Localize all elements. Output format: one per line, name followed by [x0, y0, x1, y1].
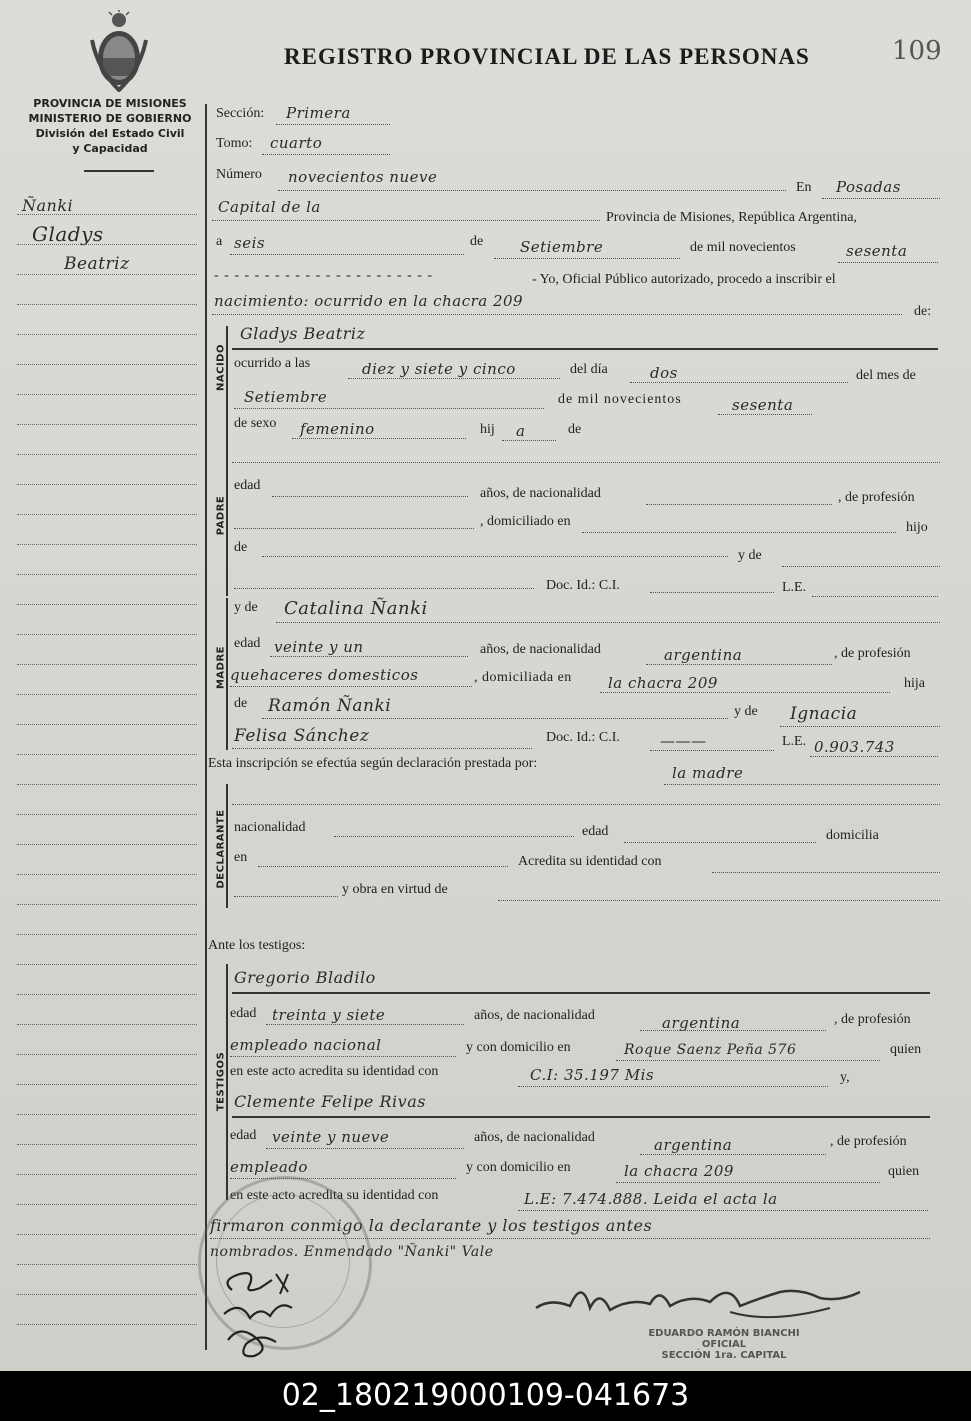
- margin-line: [17, 754, 197, 755]
- madre-nacionalidad: argentina: [664, 646, 743, 664]
- testigo2-quien-label: quien: [888, 1164, 920, 1179]
- document-title: REGISTRO PROVINCIAL DE LAS PERSONAS: [284, 44, 810, 69]
- testigo2-edad-label: edad: [230, 1128, 257, 1143]
- margin-line: [17, 844, 197, 845]
- testigo2-anos-label: años, de nacionalidad: [474, 1130, 595, 1145]
- testigo2-domicilio: la chacra 209: [624, 1162, 734, 1180]
- testigo1-edad-label: edad: [230, 1006, 257, 1021]
- madre-ci: ———: [660, 732, 707, 750]
- ocurrido-label: ocurrido a las: [234, 356, 311, 371]
- mes-value: Setiembre: [520, 238, 604, 256]
- margin-line: [17, 1054, 197, 1055]
- margin-line: [17, 214, 197, 215]
- madre-domicilio: la chacra 209: [608, 674, 718, 692]
- official-name: EDUARDO RAMÓN BIANCHI: [648, 1328, 800, 1339]
- testigo2-profesion: empleado: [230, 1158, 308, 1176]
- a-label: a: [216, 234, 223, 249]
- nacido-mes: Setiembre: [244, 388, 328, 406]
- official-section: SECCIÓN 1ra. CAPITAL: [661, 1350, 787, 1361]
- sexo-value: femenino: [300, 420, 375, 438]
- ministry-underline: [84, 170, 154, 172]
- testigo1-nombre: Gregorio Bladilo: [234, 968, 376, 987]
- margin-line: [17, 334, 197, 335]
- ministry-line-1: PROVINCIA DE MISIONES: [33, 97, 187, 110]
- declarante-en-label: en: [234, 850, 248, 865]
- margin-line: [17, 994, 197, 995]
- margin-line: [17, 1294, 197, 1295]
- margin-line: [17, 1144, 197, 1145]
- testigo1-domicilio: Roque Saenz Peña 576: [624, 1042, 797, 1058]
- del-dia-label: del día: [570, 362, 608, 377]
- testigo1-profesion-label: , de profesión: [834, 1012, 911, 1027]
- testigo1-domicilio-label: y con domicilio en: [466, 1040, 571, 1055]
- anio-value: sesenta: [846, 242, 908, 260]
- margin-line: [17, 544, 197, 545]
- testigo2-profesion-label: , de profesión: [830, 1134, 907, 1149]
- madre-domiciliada-label: , domiciliada en: [474, 670, 572, 685]
- de2-label: de:: [914, 304, 932, 319]
- margin-line: [17, 724, 197, 725]
- margin-first-name: Gladys: [32, 222, 104, 246]
- madre-yde2-label: y de: [734, 704, 758, 719]
- margin-line: [17, 1204, 197, 1205]
- ministry-line-3: División del Estado Civil: [35, 127, 185, 140]
- sexo-label: de sexo: [234, 416, 277, 431]
- madre-padre-nombre: Ramón Ñanki: [268, 696, 392, 716]
- nacido-anio: sesenta: [732, 396, 794, 414]
- madre-madre-nombre2: Felisa Sánchez: [234, 726, 370, 746]
- testigo1-anos-label: años, de nacionalidad: [474, 1008, 595, 1023]
- ministry-line-4: y Capacidad: [72, 142, 148, 155]
- coat-of-arms-icon: [88, 10, 150, 92]
- nacido-de-label: de: [568, 422, 582, 437]
- margin-line: [17, 634, 197, 635]
- testigo1-quien-label: quien: [890, 1042, 922, 1057]
- margin-line: [17, 964, 197, 965]
- nacido-nombre: Gladys Beatriz: [240, 324, 366, 343]
- testigo1-nacionalidad: argentina: [662, 1014, 741, 1032]
- margin-line: [17, 874, 197, 875]
- yo-dashes: - - - - - - - - - - - - - - - - - - - - - -: [214, 268, 434, 283]
- margin-line: [17, 1324, 197, 1325]
- en-value: Posadas: [836, 178, 901, 196]
- madre-nombre: Catalina Ñanki: [284, 598, 428, 619]
- padre-doc-label: Doc. Id.: C.I.: [546, 578, 620, 593]
- padre-profesion-label: , de profesión: [838, 490, 915, 505]
- testigo2-nombre-line: [232, 1116, 930, 1118]
- capital-value: Capital de la: [218, 198, 321, 216]
- madre-section-label: MADRE: [215, 645, 227, 690]
- declarante-section-label: DECLARANTE: [215, 809, 227, 889]
- margin-line: [17, 1114, 197, 1115]
- de-label: de: [470, 234, 484, 249]
- madre-profesion: quehaceres domesticos: [230, 666, 419, 684]
- nacido-nombre-line: [232, 348, 938, 350]
- testigo2-nombre: Clemente Felipe Rivas: [234, 1092, 426, 1111]
- margin-line: [17, 274, 197, 275]
- declaracion-label: Esta inscripción se efectúa según declaración prestada por:: [208, 756, 538, 771]
- cierre-linea-2: nombrados. Enmendado "Ñanki" Vale: [210, 1244, 494, 1260]
- margin-line: [17, 244, 197, 245]
- nacido-section-label: NACIDO: [215, 344, 227, 391]
- madre-anos-label: años, de nacionalidad: [480, 642, 601, 657]
- mil-label: de mil novecientos: [690, 240, 796, 255]
- official-name-stamp: [634, 1328, 814, 1361]
- margin-line: [17, 904, 197, 905]
- hij-label: hij: [480, 422, 495, 437]
- tomo-label: Tomo:: [216, 136, 253, 151]
- nacido-mil-label: de mil novecientos: [558, 392, 682, 407]
- margin-line: [17, 1174, 197, 1175]
- testigo1-documento: C.I: 35.197 Mis: [530, 1066, 655, 1084]
- padre-hijo-label: hijo: [906, 520, 928, 535]
- padre-edad-label: edad: [234, 478, 261, 493]
- margin-line: [17, 484, 197, 485]
- madre-madre-nombre: Ignacia: [790, 704, 858, 724]
- ministry-line-2: MINISTERIO DE GOBIERNO: [28, 112, 192, 125]
- madre-hija-label: hija: [904, 676, 925, 691]
- margin-line: [17, 1084, 197, 1085]
- cierre-linea-1: firmaron conmigo la declarante y los testigos antes: [210, 1216, 653, 1235]
- margin-line: [17, 304, 197, 305]
- testigo1-acredita-label: en este acto acredita su identidad con: [230, 1064, 439, 1079]
- dia-value: dos: [650, 364, 678, 382]
- margin-line: [17, 1024, 197, 1025]
- padre-de-label: de: [234, 540, 248, 555]
- margin-line: [17, 424, 197, 425]
- signatures-left: [210, 1260, 350, 1370]
- padre-le-label: L.E.: [782, 580, 807, 595]
- margin-surname: Ñanki: [22, 196, 74, 215]
- margin-line: [17, 694, 197, 695]
- numero-label: Número: [216, 167, 262, 182]
- testigos-ante-label: Ante los testigos:: [208, 938, 306, 953]
- testigo1-y-label: y,: [840, 1070, 850, 1085]
- official-title: OFICIAL: [701, 1339, 747, 1350]
- madre-doc-label: Doc. Id.: C.I.: [546, 730, 620, 745]
- testigo2-nacionalidad: argentina: [654, 1136, 733, 1154]
- margin-second-name: Beatriz: [64, 254, 130, 274]
- numero-value: novecientos nueve: [288, 168, 438, 186]
- testigos-section-label: TESTIGOS: [215, 1051, 227, 1112]
- margin-line: [17, 664, 197, 665]
- testigo2-documento: L.E: 7.474.888. Leida el acta la: [524, 1190, 778, 1208]
- margin-line: [17, 514, 197, 515]
- padre-anos-label: años, de nacionalidad: [480, 486, 601, 501]
- del-mes-label: del mes de: [856, 368, 916, 383]
- madre-le-label: L.E.: [782, 734, 807, 749]
- testigo2-acredita-label: en este acto acredita su identidad con: [230, 1188, 439, 1203]
- declarante-acredita-label: Acredita su identidad con: [518, 854, 662, 869]
- margin-line: [17, 604, 197, 605]
- testigo1-edad: treinta y siete: [272, 1006, 386, 1024]
- margin-line: [17, 784, 197, 785]
- testigo2-edad: veinte y nueve: [272, 1128, 390, 1146]
- yo-label: - Yo, Oficial Público autorizado, procedo a inscribir el: [532, 272, 836, 287]
- provincia-label: Provincia de Misiones, República Argentina,: [606, 210, 857, 225]
- margin-line: [17, 814, 197, 815]
- madre-edad: veinte y un: [274, 638, 364, 656]
- padre-yde-label: y de: [738, 548, 762, 563]
- declarante-obra-label: y obra en virtud de: [342, 882, 448, 897]
- madre-edad-label: edad: [234, 636, 261, 651]
- seccion-value: Primera: [286, 104, 351, 122]
- margin-line: [17, 1234, 197, 1235]
- nacimiento-value: nacimiento: ocurrido en la chacra 209: [214, 292, 524, 310]
- archive-code-footer: 02_180219000109-041673: [0, 1371, 971, 1421]
- margin-line: [17, 934, 197, 935]
- testigo1-profesion: empleado nacional: [230, 1036, 382, 1054]
- tomo-value: cuarto: [270, 134, 323, 152]
- madre-profesion-label: , de profesión: [834, 646, 911, 661]
- declarante-edad-label: edad: [582, 824, 609, 839]
- page-number: 109: [892, 36, 942, 66]
- declaracion-value: la madre: [672, 764, 744, 782]
- padre-domiciliado-label: , domiciliado en: [480, 514, 571, 529]
- testigo1-nombre-line: [232, 992, 930, 994]
- madre-de-label: de: [234, 696, 248, 711]
- margin-line: [17, 454, 197, 455]
- madre-yde-label: y de: [234, 600, 258, 615]
- margin-line: [17, 574, 197, 575]
- en-label: En: [796, 180, 812, 195]
- margin-line: [17, 1264, 197, 1265]
- margin-divider: [205, 104, 207, 1350]
- declarante-nacionalidad-label: nacionalidad: [234, 820, 306, 835]
- a-value: seis: [234, 234, 266, 252]
- seccion-label: Sección:: [216, 106, 265, 121]
- hij-value: a: [516, 422, 526, 440]
- margin-line: [17, 364, 197, 365]
- testigo2-domicilio-label: y con domicilio en: [466, 1160, 571, 1175]
- padre-section-label: PADRE: [215, 495, 227, 536]
- madre-le: 0.903.743: [814, 738, 895, 756]
- margin-line: [17, 394, 197, 395]
- declarante-domicilia-label: domicilia: [826, 828, 879, 843]
- hora-value: diez y siete y cinco: [362, 360, 516, 378]
